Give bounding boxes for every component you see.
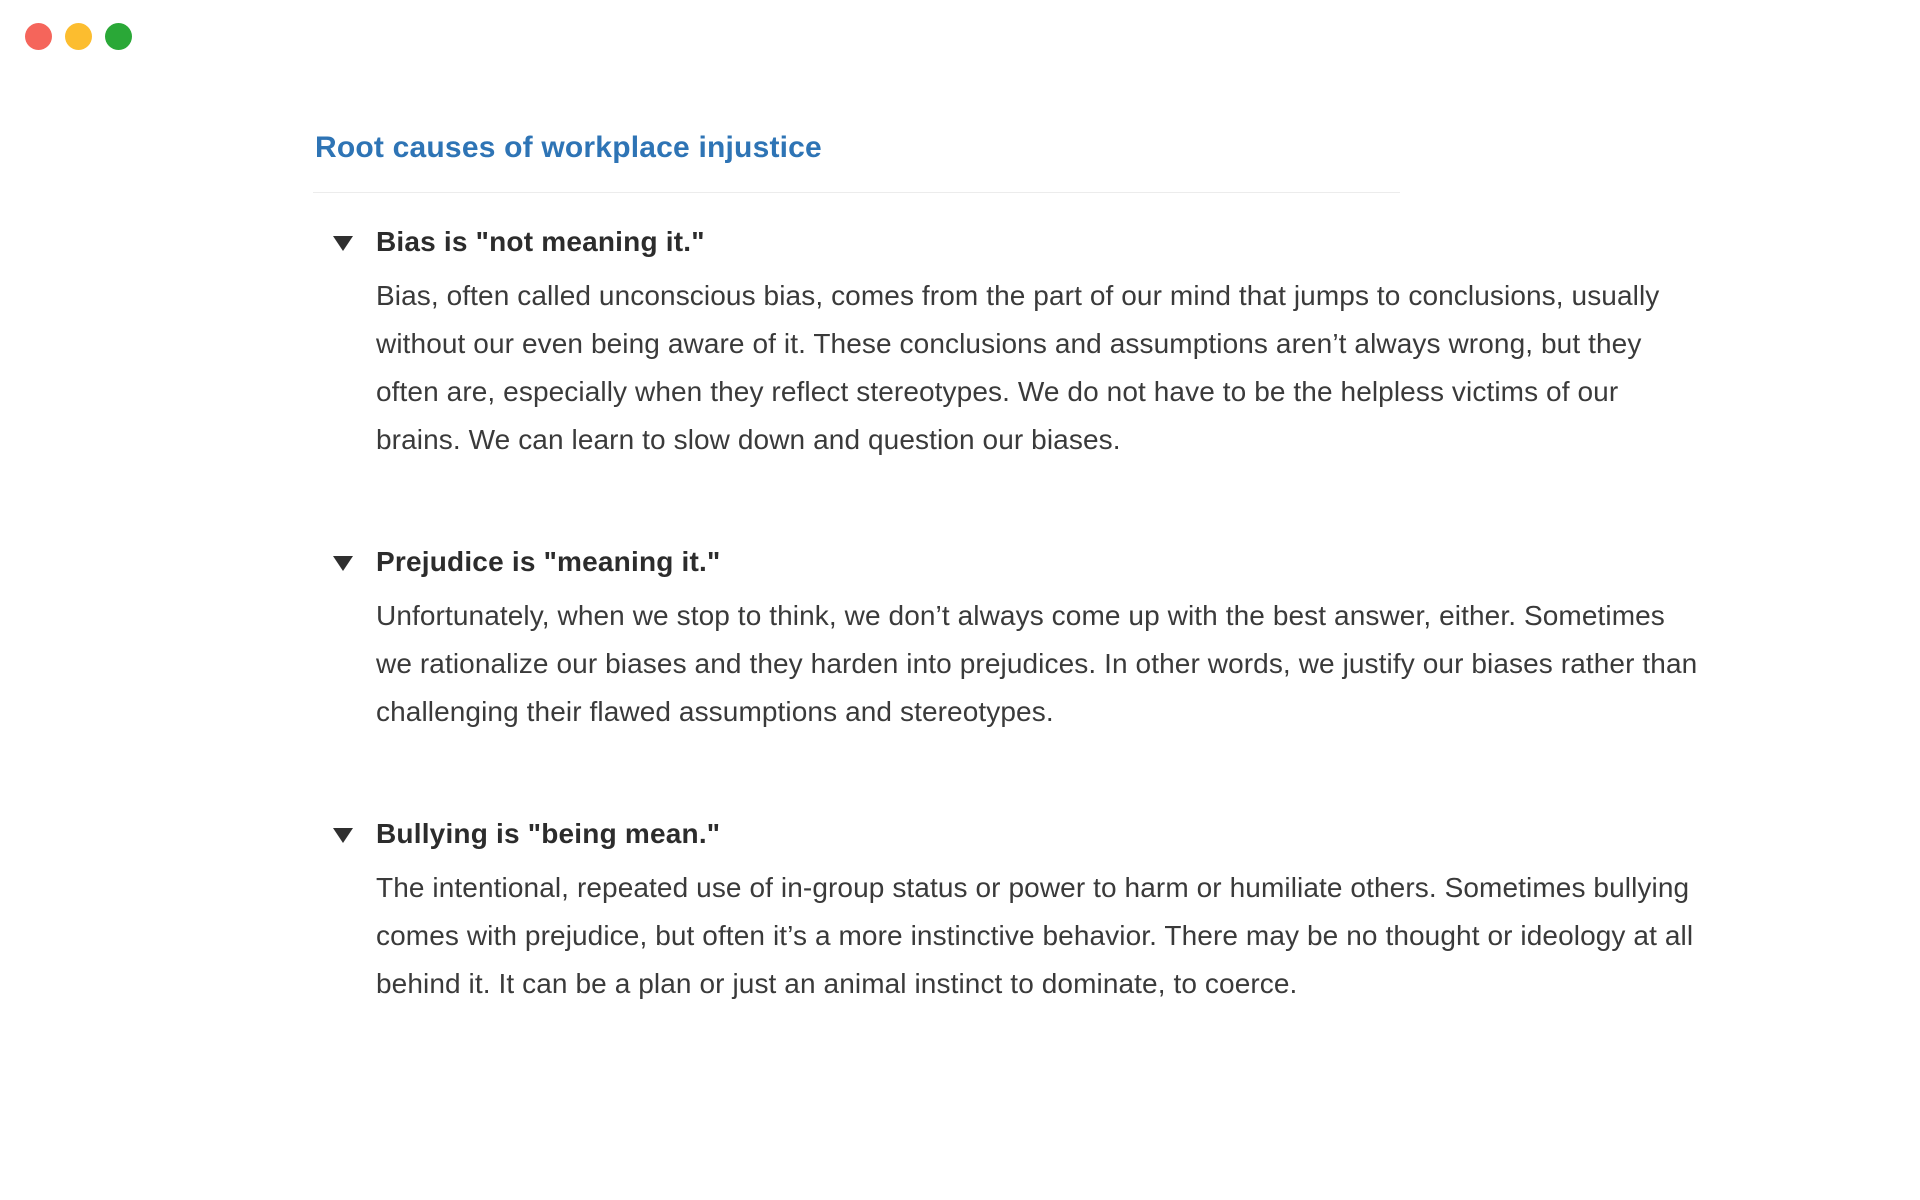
triangle-down-icon[interactable] xyxy=(333,236,353,251)
section-body-text: Unfortunately, when we stop to think, we don’t always come up with the best answer, either. Sometimes we rationalize our biases and they harden into prejudices. In other words, we justify our biases rather than challenging their flawed assumptions and stereotypes. xyxy=(376,600,1698,727)
minimize-button[interactable] xyxy=(65,23,92,50)
section-prejudice xyxy=(313,546,1713,736)
section-body-text: Bias, often called unconscious bias, comes from the part of our mind that jumps to conclusions, usually without our even being aware of it. These conclusions and assumptions aren’t always wrong, but they often are, especially when they reflect stereotypes. We do not have to be the helpless victims of our brains. We can learn to slow down and question our biases. xyxy=(376,280,1660,455)
divider xyxy=(313,192,1400,193)
section-bullying xyxy=(313,818,1713,1008)
toggle-header-prejudice[interactable] xyxy=(333,546,1713,578)
close-button[interactable] xyxy=(25,23,52,50)
toggle-header-bullying[interactable] xyxy=(333,818,1713,850)
document-content xyxy=(313,131,1713,1008)
triangle-down-icon[interactable] xyxy=(333,828,353,843)
window-controls xyxy=(25,23,132,50)
section-bias xyxy=(313,226,1713,464)
section-heading: Bias is "not meaning it." xyxy=(376,226,705,257)
page-title: Root causes of workplace injustice xyxy=(315,131,822,164)
triangle-down-icon[interactable] xyxy=(333,556,353,571)
section-heading: Bullying is "being mean." xyxy=(376,818,721,849)
toggle-header-bias[interactable] xyxy=(333,226,1713,258)
section-body-text: The intentional, repeated use of in-group status or power to harm or humiliate others. Sometimes bullying comes with prejudice, but often it’s a more instinctive behavior. There may be no thought or ideology at all behind it. It can be a plan or just an animal instinct to dominate, to coerce. xyxy=(376,872,1694,999)
section-heading: Prejudice is "meaning it." xyxy=(376,546,721,577)
maximize-button[interactable] xyxy=(105,23,132,50)
